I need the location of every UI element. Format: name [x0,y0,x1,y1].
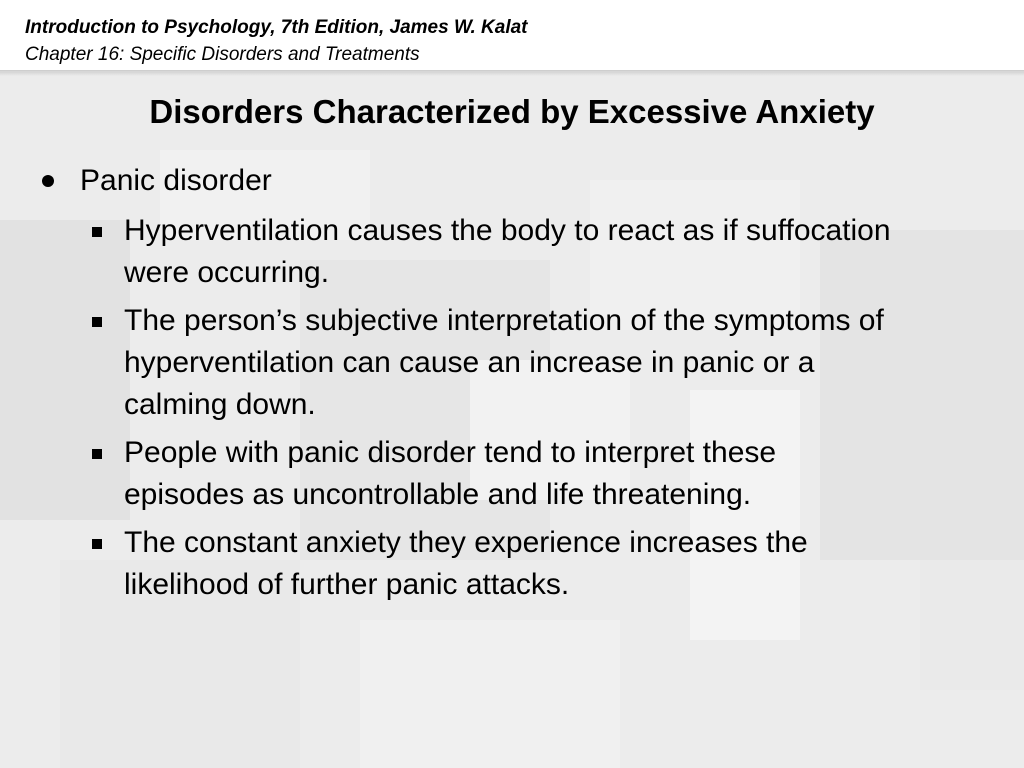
sub-bullet-item [40,432,904,516]
header-divider [0,70,1024,76]
slide-content [40,160,970,612]
square-bullet-icon [92,317,102,327]
square-bullet-icon [92,449,102,459]
sub-bullet-text: Hyperventilation causes the body to react as if suffocation were occurring. [124,214,891,289]
sub-bullet-list [40,210,970,606]
slide-title: Disorders Characterized by Excessive Anxiety [149,93,875,130]
sub-bullet-text: The person’s subjective interpretation of the symptoms of hyperventilation can cause an increase in panic or a calming down. [124,304,884,421]
square-bullet-icon [92,227,102,237]
bullet-text: Panic disorder [80,164,272,197]
sub-bullet-item [40,522,904,606]
sub-bullet-text: People with panic disorder tend to interpret these episodes as uncontrollable and life threatening. [124,436,777,511]
slide-header [0,0,1024,72]
bullet-panic-disorder [40,160,970,202]
sub-bullet-item [40,300,904,426]
chapter-title: Chapter 16: Specific Disorders and Treatments [25,44,420,65]
sub-bullet-text: The constant anxiety they experience increases the likelihood of further panic attacks. [124,526,808,601]
book-title: Introduction to Psychology, 7th Edition, James W. Kalat [25,17,528,38]
sub-bullet-item [40,210,904,294]
round-bullet-icon [42,175,54,187]
square-bullet-icon [92,539,102,549]
